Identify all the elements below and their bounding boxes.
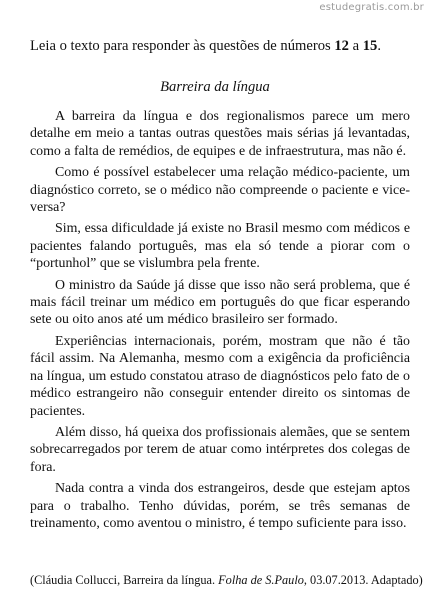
paragraph: A barreira da língua e dos regionalismos parece um mero detalhe em meio a tantas outras questões mais sérias já levantadas, como a falta de remédios, de equipes e de infraestrutura, mas não é.: [30, 109, 410, 159]
question-end: 15: [362, 38, 378, 54]
watermark: estudegratis.com.br: [319, 2, 424, 13]
paragraph: Sim, essa dificuldade já existe no Brasil mesmo com médicos e pacientes falando português, mas ela só tende a piorar com o “portunhol” que se vislumbra pela frente.: [30, 221, 410, 272]
instruction: [30, 37, 410, 55]
instruction-prefix: Leia o texto para responder às questões de números: [30, 38, 335, 54]
paragraph: Como é possível estabelecer uma relação médico-paciente, um diagnóstico correto, se o médico não compreende o paciente e vice-versa?: [30, 165, 410, 216]
paragraph: Além disso, há queixa dos profissionais alemães, que se sentem sobrecarregados por terem de atuar como intérpretes dos colegas de fora.: [30, 424, 410, 475]
publication-name: Folha de S.Paulo: [218, 573, 304, 587]
instruction-middle: a: [348, 38, 363, 54]
text-title: Barreira da língua: [160, 79, 270, 95]
question-start: 12: [334, 38, 349, 54]
paragraph: Nada contra a vinda dos estrangeiros, desde que estejam aptos para o trabalho. Tenho dúvidas, porém, se três semanas de treinamento, como aventou o ministro, é tempo suficiente para isso.: [30, 481, 410, 531]
article-body: [30, 108, 410, 536]
paragraph: O ministro da Saúde já disse que isso não será problema, que é mais fácil treinar um médico em português do que ficar esperando sete ou oito anos até um médico brasileiro ser formado.: [30, 277, 410, 328]
paragraph: Experiências internacionais, porém, mostram que não é tão fácil assim. Na Alemanha, mesmo com a exigência da proficiência na língua, um estudo constatou atraso de diagnósticos pelo fato de o médico estrangeiro não conseguir entender direito os sintomas de pacientes.: [30, 333, 410, 419]
source-prefix: (Cláudia Collucci, Barreira da língua.: [30, 573, 219, 587]
instruction-suffix: .: [377, 38, 381, 54]
source-citation: [30, 572, 423, 588]
source-suffix: , 03.07.2013. Adaptado): [303, 573, 423, 587]
